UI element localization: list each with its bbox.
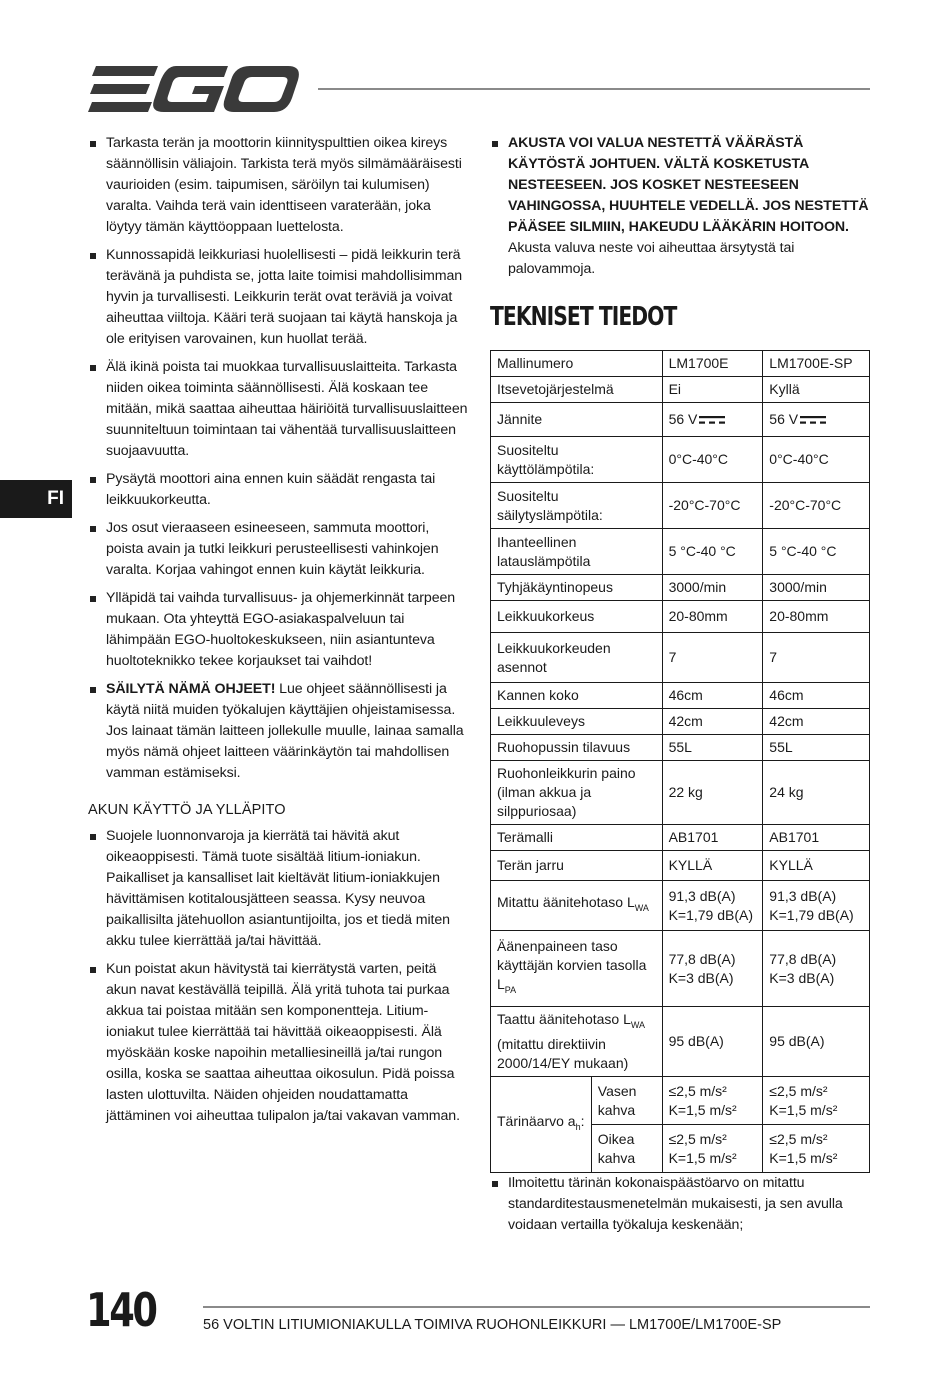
lwa-value: 91,3 dB(A) bbox=[668, 887, 736, 904]
leak-warning-bold: AKUSTA VOI VALUA NESTETTÄ VÄÄRÄSTÄ KÄYTÖSTÄ JOHTUEN. VÄLTÄ KOSKETUSTA NESTEESEEN. JOS KOSKET NESTEESEEN VAHINGOSSA, HUUHTELE VEDELLÄ. JOS NESTETTÄ PÄÄSEE SILMIIN, HAKEUDU LÄÄKÄRIN HOITOON. bbox=[508, 135, 869, 235]
table-row bbox=[491, 351, 870, 377]
lwa-label: Mitattu äänitehotaso L bbox=[497, 894, 635, 911]
table-row bbox=[491, 931, 870, 1007]
table-cell: 95 dB(A) bbox=[763, 1007, 870, 1077]
table-cell: 5 °C-40 °C bbox=[763, 529, 870, 575]
table-cell: Leikkuuleveys bbox=[491, 709, 663, 735]
table-cell: -20°C-70°C bbox=[763, 483, 870, 529]
table-cell: Kyllä bbox=[763, 377, 870, 403]
table-cell: 7 bbox=[662, 633, 763, 683]
vibration-uncertainty: K=1,5 m/s² bbox=[668, 1149, 737, 1166]
table-cell bbox=[763, 1125, 870, 1173]
table-cell: 5 °C-40 °C bbox=[662, 529, 763, 575]
table-cell: 24 kg bbox=[763, 761, 870, 825]
table-row bbox=[491, 881, 870, 931]
list-item: Kunnossapidä leikkuriasi huolellisesti – pidä leikkurin terä terävänä ja puhdista se, jotta laite toimisi mahdollisimman hyvin ja turvallisesti. Leikkurin terät ovat teräviä ja voivat aiheuttaa viiltoja. Kääri terä suojaan tai käytä hanskoja ja ole erityisen varovainen, kun huollat terää. bbox=[88, 245, 468, 350]
save-instructions-heading: SÄILYTÄ NÄMÄ OHJEET! bbox=[106, 681, 276, 697]
leak-warning-text: Akusta valuva neste voi aiheuttaa ärsytystä tai palovammoja. bbox=[508, 240, 795, 277]
table-cell: 22 kg bbox=[662, 761, 763, 825]
list-item: Pysäytä moottori aina ennen kuin säädät rengasta tai leikkuukorkeutta. bbox=[88, 469, 468, 511]
lpa-uncertainty: K=3 dB(A) bbox=[668, 969, 734, 986]
footer-title: 56 VOLTIN LITIUMIONIAKULLA TOIMIVA RUOHONLEIKKURI — LM1700E/LM1700E-SP bbox=[203, 1317, 782, 1333]
table-cell bbox=[763, 931, 870, 1007]
lpa-label: Äänenpaineen taso käyttäjän korvien tasolla L bbox=[497, 938, 647, 993]
right-column bbox=[490, 133, 870, 1243]
vibration-uncertainty: K=1,5 m/s² bbox=[769, 1101, 838, 1118]
table-cell bbox=[662, 403, 763, 437]
table-cell: 46cm bbox=[763, 683, 870, 709]
table-cell: 7 bbox=[763, 633, 870, 683]
lwa-sub: WA bbox=[634, 902, 649, 913]
lpa-sub: PA bbox=[504, 984, 517, 995]
table-row bbox=[491, 483, 870, 529]
list-item: Älä ikinä poista tai muokkaa turvallisuuslaitteita. Tarkasta niiden oikea toiminta säännöllisesti. Älä koskaan tee mitään, mikä saattaa aiheuttaa häiriöitä turvallisuuslaitteen suunniteltuun toimintaan tai vähentää turvallisuuslaitteen suojaavuutta. bbox=[88, 357, 468, 462]
dc-symbol-icon bbox=[699, 415, 725, 425]
table-cell bbox=[491, 881, 663, 931]
vibration-value: ≤2,5 m/s² bbox=[769, 1130, 828, 1147]
guaranteed-label: Taattu äänitehotaso L bbox=[497, 1011, 631, 1028]
table-cell: 3000/min bbox=[662, 575, 763, 601]
table-row bbox=[491, 437, 870, 483]
table-cell: Itsevetojärjestelmä bbox=[491, 377, 663, 403]
table-row bbox=[491, 529, 870, 575]
table-cell: Leikkuukorkeuden asennot bbox=[491, 633, 663, 683]
dc-symbol-icon bbox=[800, 415, 826, 425]
table-cell: 20-80mm bbox=[763, 601, 870, 633]
save-instructions-text: Lue ohjeet säännöllisesti ja käytä niitä muiden työkalujen käyttäjien ohjeistamisessa. Jos lainaat tämän laitteen jollekulle muulle, lainaa samalla myös nämä ohjeet laitteen väärinkäytön tai mahdollisen vamman estämiseksi. bbox=[106, 681, 464, 781]
vibration-note-list bbox=[490, 1173, 870, 1236]
table-row bbox=[491, 735, 870, 761]
list-item bbox=[490, 133, 870, 280]
voltage-value: 56 V bbox=[769, 411, 799, 427]
table-cell: Oikea kahva bbox=[591, 1125, 662, 1173]
table-cell: Kannen koko bbox=[491, 683, 663, 709]
table-cell: 42cm bbox=[662, 709, 763, 735]
table-cell bbox=[491, 1077, 592, 1173]
table-cell: Ihanteellinen latauslämpötila bbox=[491, 529, 663, 575]
table-row bbox=[491, 709, 870, 735]
table-row bbox=[491, 761, 870, 825]
maintenance-list bbox=[88, 133, 468, 784]
table-row bbox=[491, 633, 870, 683]
table-cell bbox=[763, 881, 870, 931]
table-cell: LM1700E bbox=[662, 351, 763, 377]
list-item bbox=[88, 679, 468, 784]
table-cell: Suositeltu säilytyslämpötila: bbox=[491, 483, 663, 529]
table-cell: KYLLÄ bbox=[763, 851, 870, 881]
table-cell: 0°C-40°C bbox=[662, 437, 763, 483]
table-row bbox=[491, 683, 870, 709]
table-cell: Leikkuukorkeus bbox=[491, 601, 663, 633]
table-cell: Ruohopussin tilavuus bbox=[491, 735, 663, 761]
lpa-uncertainty: K=3 dB(A) bbox=[769, 969, 835, 986]
table-row bbox=[491, 825, 870, 851]
left-column bbox=[88, 133, 468, 1134]
list-item: Kun poistat akun hävitystä tai kierrätystä varten, peitä akun navat kestävällä teipillä. Älä yritä tuhota tai purkaa akkua tai poistaa mitään sen komponentteja. Litium-ioniakut tulee kierrättää tai hävittää oikeaoppisesti. Älä myöskään koske napoihin metalliesineillä ja/tai rungon osilla, koska se saattaa aiheuttaa oikosulun. Pidä poissa lasten ulottuvilta. Näiden ohjeiden noudattamatta jättäminen voi aiheuttaa tulipalon ja/tai vakavan vamman. bbox=[88, 959, 468, 1127]
table-cell: -20°C-70°C bbox=[662, 483, 763, 529]
table-cell: KYLLÄ bbox=[662, 851, 763, 881]
table-cell: 0°C-40°C bbox=[763, 437, 870, 483]
lwa-value: 91,3 dB(A) bbox=[769, 887, 837, 904]
table-cell: Mallinumero bbox=[491, 351, 663, 377]
guaranteed-sub: WA bbox=[630, 1019, 646, 1030]
vibration-value: ≤2,5 m/s² bbox=[668, 1130, 727, 1147]
section-title: TEKNISET TIEDOT bbox=[490, 302, 677, 332]
table-cell: Terämalli bbox=[491, 825, 663, 851]
vibration-value: ≤2,5 m/s² bbox=[668, 1082, 727, 1099]
table-cell: 3000/min bbox=[763, 575, 870, 601]
table-cell: Terän jarru bbox=[491, 851, 663, 881]
table-cell bbox=[763, 1077, 870, 1125]
table-cell: Vasen kahva bbox=[591, 1077, 662, 1125]
lwa-uncertainty: K=1,79 dB(A) bbox=[668, 906, 754, 923]
table-cell: LM1700E-SP bbox=[763, 351, 870, 377]
warning-list bbox=[490, 133, 870, 280]
language-tab: FI bbox=[0, 480, 72, 518]
lpa-value: 77,8 dB(A) bbox=[769, 950, 837, 967]
table-cell: 95 dB(A) bbox=[662, 1007, 763, 1077]
table-row bbox=[491, 601, 870, 633]
vibration-value: ≤2,5 m/s² bbox=[769, 1082, 828, 1099]
lpa-value: 77,8 dB(A) bbox=[668, 950, 736, 967]
table-cell bbox=[491, 931, 663, 1007]
table-cell bbox=[491, 1007, 663, 1077]
table-row bbox=[491, 377, 870, 403]
battery-section-heading: AKUN KÄYTTÖ JA YLLÄPITO bbox=[88, 802, 286, 818]
table-cell bbox=[662, 1077, 763, 1125]
lwa-uncertainty: K=1,79 dB(A) bbox=[769, 906, 854, 923]
table-cell bbox=[763, 403, 870, 437]
table-cell: 55L bbox=[763, 735, 870, 761]
table-cell: Ei bbox=[662, 377, 763, 403]
voltage-value: 56 V bbox=[668, 411, 698, 427]
header-rule bbox=[318, 88, 870, 90]
page-number: 140 bbox=[86, 1283, 156, 1337]
vibration-suffix: : bbox=[580, 1113, 585, 1130]
footer-rule bbox=[203, 1306, 870, 1308]
list-item: Jos osut vieraaseen esineeseen, sammuta moottori, poista avain ja tutki leikkuri perusteellisesti vahinkojen varalta. Korjaa vahingot ennen kuin käytät leikkuria. bbox=[88, 518, 468, 581]
vibration-uncertainty: K=1,5 m/s² bbox=[769, 1149, 838, 1166]
list-item: Ylläpidä tai vaihda turvallisuus- ja ohjemerkinnät tarpeen mukaan. Ota yhteyttä EGO-asiakaspalveluun tai lähimpään EGO-huoltokeskukseen, niin asiantunteva huoltoteknikko tekee korjaukset tai vaihdot! bbox=[88, 588, 468, 672]
table-row bbox=[491, 575, 870, 601]
table-cell: Jännite bbox=[491, 403, 663, 437]
table-row bbox=[491, 851, 870, 881]
vibration-sub: h bbox=[575, 1121, 581, 1132]
guaranteed-label-note: (mitattu direktiivin 2000/14/EY mukaan) bbox=[497, 1035, 629, 1071]
table-cell: AB1701 bbox=[662, 825, 763, 851]
battery-list bbox=[88, 826, 468, 1127]
list-item: Suojele luonnonvaroja ja kierrätä tai hävitä akut oikeaoppisesti. Tämä tuote sisältää litium-ioniakun. Paikalliset ja kansalliset lait kieltävät litium-ioniakkujen hävittämisen kotitalousjätteen seassa. Kysy neuvoa paikallisilta jätehuollon asiantuntijoilta, jos et tiedä miten akku tulee kierrättää ja/tai hävittää. bbox=[88, 826, 468, 952]
table-cell: AB1701 bbox=[763, 825, 870, 851]
table-cell: Suositeltu käyttölämpötila: bbox=[491, 437, 663, 483]
table-row bbox=[491, 1077, 870, 1125]
list-item: Ilmoitettu tärinän kokonaispäästöarvo on mitattu standarditestausmenetelmän mukaisesti, ja sen avulla voidaan vertailla työkaluja keskenään; bbox=[490, 1173, 870, 1236]
ego-logo bbox=[88, 64, 300, 114]
table-cell: 55L bbox=[662, 735, 763, 761]
spec-table bbox=[490, 350, 870, 1173]
table-cell bbox=[662, 931, 763, 1007]
table-cell bbox=[662, 1125, 763, 1173]
list-item: Tarkasta terän ja moottorin kiinnityspulttien oikea kireys säännöllisin väliajoin. Tarkista terä myös silmämääräisesti vaurioiden (esim. taipumisen, säröilyn tai kulumisen) varalta. Vaihda terä vain identtiseen varaterään, joka löytyy tämän käyttöoppaan luettelosta. bbox=[88, 133, 468, 238]
table-cell: 42cm bbox=[763, 709, 870, 735]
vibration-uncertainty: K=1,5 m/s² bbox=[668, 1101, 737, 1118]
table-row bbox=[491, 1007, 870, 1077]
vibration-label: Tärinäarvo a bbox=[497, 1113, 576, 1130]
table-cell: Ruohonleikkurin paino (ilman akkua ja silppuriosaa) bbox=[491, 761, 663, 825]
table-cell: 46cm bbox=[662, 683, 763, 709]
table-cell: Tyhjäkäyntinopeus bbox=[491, 575, 663, 601]
table-row bbox=[491, 403, 870, 437]
table-cell bbox=[662, 881, 763, 931]
table-cell: 20-80mm bbox=[662, 601, 763, 633]
